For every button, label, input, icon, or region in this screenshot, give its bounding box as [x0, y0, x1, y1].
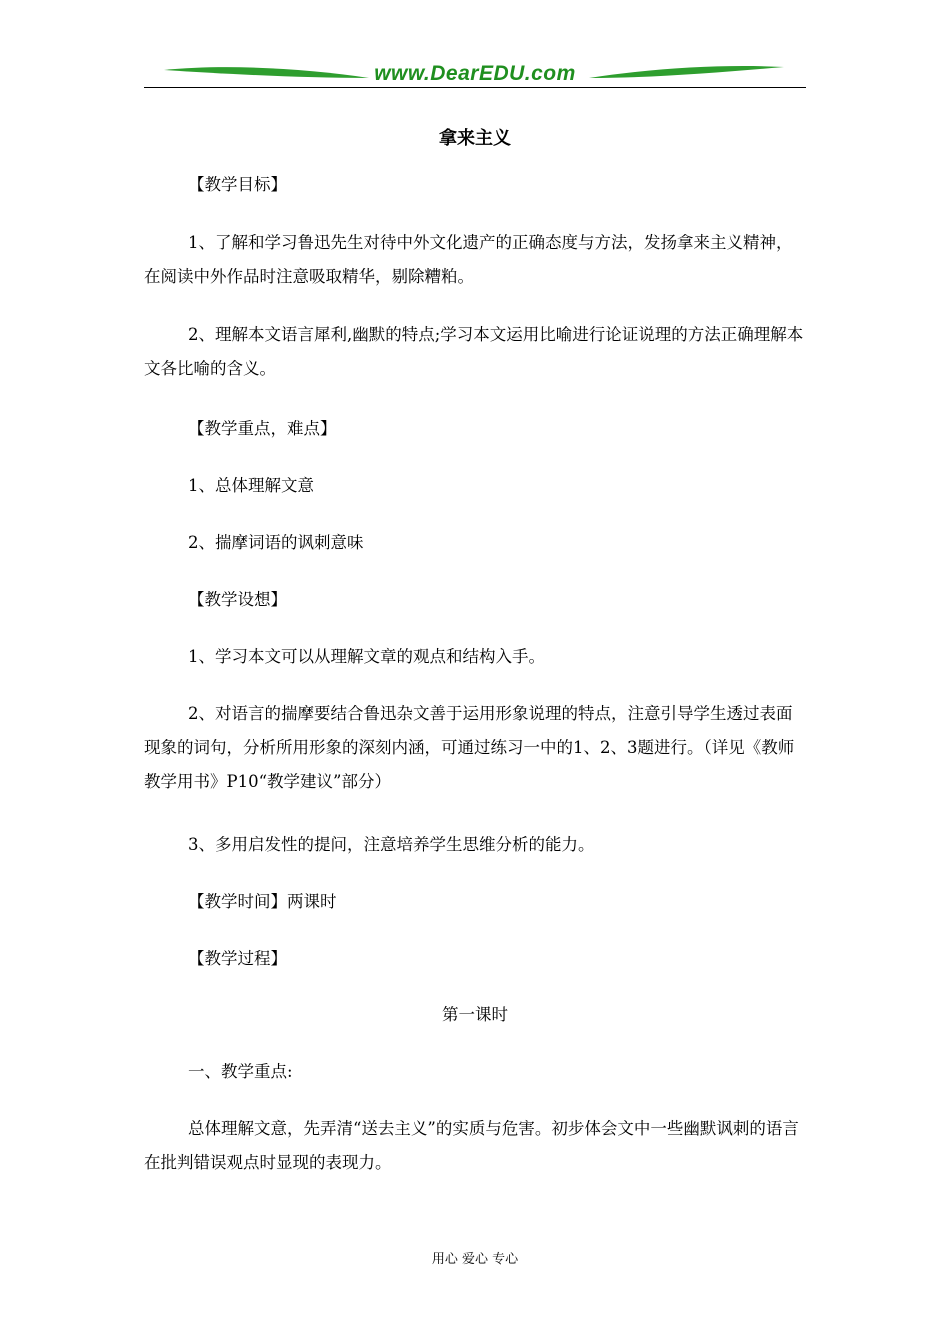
lesson-heading: 第一课时	[442, 1005, 508, 1024]
plan-item-3: 3、多用启发性的提问，注意培养学生思维分析的能力。	[188, 835, 595, 854]
page-footer: 用心 爱心 专心	[431, 1252, 519, 1267]
plan-item-2: 2、对语言的揣摩要结合鲁迅杂文善于运用形象说理的特点，注意引导学生透过表面现象的词句，分析所用形象的深刻内涵，可通过练习一中的1、2、3题进行。（详见《教师教学用书》P10“教学建议”部分）	[144, 704, 795, 791]
section-heading-process: 【教学过程】	[188, 949, 287, 968]
site-logo[interactable]: www.DearEDU.com	[374, 62, 576, 85]
step-heading: 一、教学重点:	[188, 1062, 293, 1081]
key-point-1: 1、总体理解文意	[188, 476, 314, 495]
section-heading-plan: 【教学设想】	[188, 590, 287, 609]
step-body: 总体理解文意，先弄清“送去主义”的实质与危害。初步体会文中一些幽默讽刺的语言在批判错误观点时显现的表现力。	[144, 1119, 799, 1172]
document-title: 拿来主义	[439, 128, 511, 149]
section-heading-time: 【教学时间】两课时	[188, 892, 337, 911]
section-heading-objectives: 【教学目标】	[188, 175, 287, 194]
section-heading-key-points: 【教学重点，难点】	[188, 419, 337, 438]
objective-2: 2、理解本文语言犀利,幽默的特点;学习本文运用比喻进行论证说理的方法正确理解本文各比喻的含义。	[144, 325, 804, 378]
key-point-2: 2、揣摩词语的讽刺意味	[188, 533, 364, 552]
header-divider	[144, 87, 806, 88]
plan-item-1: 1、学习本文可以从理解文章的观点和结构入手。	[188, 647, 545, 666]
page-header	[144, 58, 806, 90]
objective-1: 1、了解和学习鲁迅先生对待中外文化遗产的正确态度与方法，发扬拿来主义精神，在阅读中外作品时注意吸取精华，剔除糟粕。	[144, 233, 793, 286]
